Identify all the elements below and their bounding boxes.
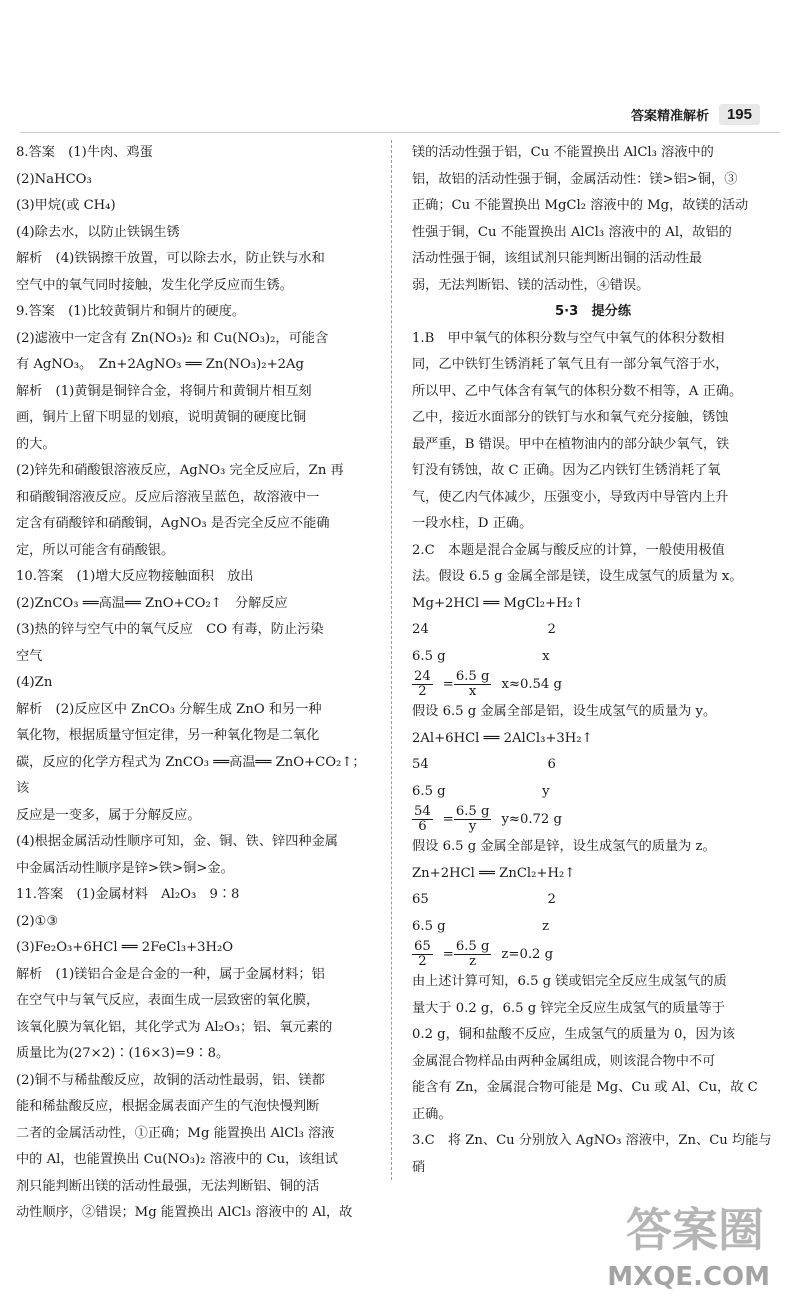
right-block-e xyxy=(412,969,774,1181)
text-line: 该氧化膜为氧化铝，其化学式为 Al₂O₃；铝、氧元素的 xyxy=(16,1019,333,1035)
text-line: 空气 xyxy=(16,648,43,664)
text-line: 法。假设 6.5 g 金属全部是镁，设生成氢气的质量为 x。 xyxy=(412,569,743,584)
text-line: 6.5 g x xyxy=(412,648,550,664)
text-line: 2Al+6HCl ══ 2AlCl₃+3H₂↑ xyxy=(412,730,593,746)
text-line: 一段水柱，D 正确。 xyxy=(412,516,533,531)
right-column xyxy=(412,140,774,1180)
watermark-site: MXQE.COM xyxy=(607,1262,770,1292)
text-line: 6.5 g y xyxy=(412,783,550,799)
text-line: 动性顺序，②错误；Mg 能置换出 AlCl₃ 溶液中的 Al，故 xyxy=(16,1205,353,1220)
text-line: 解析 (2)反应区中 ZnCO₃ 分解生成 ZnO 和另一种 xyxy=(16,701,322,717)
text-line: 解析 (1)黄铜是铜锌合金，将铜片和黄铜片相互刻 xyxy=(16,383,312,399)
text-line: 乙中，接近水面部分的铁钉与水和氧气充分接触，锈蚀 xyxy=(412,410,729,425)
text-line: (4)Zn xyxy=(16,675,53,690)
text-line: 空气中的氧气同时接触，发生化学反应而生锈。 xyxy=(16,277,293,293)
text-line: 由上述计算可知，6.5 g 镁或铝完全反应生成氢气的质 xyxy=(412,974,727,989)
text-line: 量大于 0.2 g，6.5 g 锌完全反应生成氢气的质量等于 xyxy=(412,1000,725,1016)
text-line: 1.B 甲中氧气的体积分数与空气中氧气的体积分数相 xyxy=(412,330,725,346)
fraction: $\frac{6.5 g}{z}$ xyxy=(455,939,490,969)
text-line: 二者的金属活动性，①正确；Mg 能置换出 AlCl₃ 溶液 xyxy=(16,1125,335,1141)
text-line: 解析 (1)镁铝合金是合金的一种，属于金属材料；铝 xyxy=(16,966,325,982)
fraction: $\frac{6.5 g}{x}$ xyxy=(455,669,490,699)
page-header xyxy=(631,100,760,128)
text-line: 假设 6.5 g 金属全部是铝，设生成氢气的质量为 y。 xyxy=(412,704,717,719)
text-line: 6.5 g z xyxy=(412,918,550,934)
text-line: 中金属活动性顺序是锌>铁>铜>金。 xyxy=(16,860,234,876)
text-line: 镁的活动性强于铝，Cu 不能置换出 AlCl₃ 溶液中的 xyxy=(412,145,714,160)
text-line: 有 AgNO₃。 Zn+2AgNO₃ ══ Zn(NO₃)₂+2Ag xyxy=(16,357,304,372)
fraction-line-3: $\frac{65}{2}$ = $\frac{6.5 g}{z}$ z=0.2 g xyxy=(414,939,554,969)
text-line: 氧化物，根据质量守恒定律，另一种氧化物是二氧化 xyxy=(16,728,320,743)
fraction-line-2: $\frac{54}{6}$ = $\frac{6.5 g}{y}$ y≈0.72 g xyxy=(414,804,562,834)
right-block-b xyxy=(412,326,774,671)
text-line: 质量比为(27×2)∶(16×3)=9∶8。 xyxy=(16,1046,230,1061)
text-line: 能和稀盐酸反应，根据金属表面产生的气泡快慢判断 xyxy=(16,1099,320,1114)
section-title: 5·3 提分练 xyxy=(554,304,632,319)
text-line: (2)铜不与稀盐酸反应，故铜的活动性最弱，铝、镁都 xyxy=(16,1072,325,1088)
right-block-c xyxy=(412,699,774,805)
text-line: 和硝酸铜溶液反应。反应后溶液呈蓝色，故溶液中一 xyxy=(16,489,320,505)
text-line: 能含有 Zn，金属混合物可能是 Mg、Cu 或 Al、Cu，故 C xyxy=(412,1080,758,1095)
page-number: 195 xyxy=(719,104,760,125)
fraction: $\frac{6.5 g}{y}$ xyxy=(455,804,490,834)
text-line: (2)ZnCO₃ ══高温══ ZnO+CO₂↑ 分解反应 xyxy=(16,595,288,611)
right-block-a xyxy=(412,140,774,299)
text-line: 中的 Al，也能置换出 Cu(NO₃)₂ 溶液中的 Cu，该组试 xyxy=(16,1152,338,1167)
text-line: 正确；Cu 不能置换出 MgCl₂ 溶液中的 Mg，故镁的活动 xyxy=(412,198,749,213)
fraction-line-1: $\frac{24}{2}$ = $\frac{6.5 g}{x}$ x≈0.54 g xyxy=(414,669,562,699)
text-line: 8.答案 (1)牛肉、鸡蛋 xyxy=(16,145,153,160)
text-line: 解析 (4)铁锅擦干放置，可以除去水，防止铁与水和 xyxy=(16,251,325,266)
text-line: (3)甲烷(或 CH₄) xyxy=(16,198,116,213)
text-line: 定含有硝酸锌和硝酸铜，AgNO₃ 是否完全反应不能确 xyxy=(16,516,330,531)
text-line: 所以甲、乙中气体含有氧气的体积分数不相等，A 正确。 xyxy=(412,383,743,399)
text-line: 3.C 将 Zn、Cu 分别放入 AgNO₃ 溶液中，Zn、Cu 均能与硝 xyxy=(412,1133,772,1175)
text-line: 画，铜片上留下明显的划痕，说明黄铜的硬度比铜 xyxy=(16,410,307,425)
text-line: 定，所以可能含有硝酸银。 xyxy=(16,542,175,558)
fraction: $\frac{24}{2}$ xyxy=(414,669,431,699)
text-line: 10.答案 (1)增大反应物接触面积 放出 xyxy=(16,569,254,584)
text-line: 金属混合物样品由两种金属组成，则该混合物中不可 xyxy=(412,1053,716,1069)
watermark-logo: 答案圈 xyxy=(626,1203,764,1257)
text-line: 同，乙中铁钉生锈消耗了氧气且有一部分氧气溶于水， xyxy=(412,357,729,372)
text-line: 最严重，B 错误。甲中在植物油内的部分缺少氧气，铁 xyxy=(412,436,730,452)
text-line: 铝，故铝的活动性强于铜，金属活动性：镁>铝>铜，③ xyxy=(412,171,738,187)
left-column xyxy=(16,140,376,1220)
text-line: (4)根据金属活动性顺序可知，金、铜、铁、锌四种金属 xyxy=(16,834,338,849)
text-line: 9.答案 (1)比较黄铜片和铜片的硬度。 xyxy=(16,304,246,319)
text-line: 假设 6.5 g 金属全部是锌，设生成氢气的质量为 z。 xyxy=(412,839,716,854)
text-line: (2)NaHCO₃ xyxy=(16,171,92,187)
text-line: Mg+2HCl ══ MgCl₂+H₂↑ xyxy=(412,595,584,611)
text-line: 活动性强于铜，该组试剂只能判断出铜的活动性最 xyxy=(412,251,703,266)
text-line: 弱，无法判断铝、镁的活动性，④错误。 xyxy=(412,277,650,293)
text-line: 剂只能判断出镁的活动性最强，无法判断铝、铜的活 xyxy=(16,1178,320,1194)
text-line: 反应是一变多，属于分解反应。 xyxy=(16,807,201,823)
text-line: 0.2 g，铜和盐酸不反应，生成氢气的质量为 0，因为该 xyxy=(412,1027,736,1042)
right-block-d xyxy=(412,834,774,940)
text-line: 钉没有锈蚀，故 C 正确。因为乙内铁钉生锈消耗了氧 xyxy=(412,463,721,478)
text-line: (3)Fe₂O₃+6HCl ══ 2FeCl₃+3H₂O xyxy=(16,940,234,955)
fraction: $\frac{65}{2}$ xyxy=(414,939,431,969)
text-line: Zn+2HCl ══ ZnCl₂+H₂↑ xyxy=(412,865,576,881)
header-title: 答案精准解析 xyxy=(630,108,709,124)
text-line: 性强于铜，Cu 不能置换出 AlCl₃ 溶液中的 Al，故铝的 xyxy=(412,224,732,240)
text-line: (2)锌先和硝酸银溶液反应，AgNO₃ 完全反应后，Zn 再 xyxy=(16,463,344,478)
text-line: 24 2 xyxy=(412,622,556,637)
text-line: (2)①③ xyxy=(16,913,59,929)
text-line: 碳，反应的化学方程式为 ZnCO₃ ══高温══ ZnO+CO₂↑；该 xyxy=(16,754,366,796)
fraction: $\frac{54}{6}$ xyxy=(414,804,431,834)
text-line: (4)除去水，以防止铁锅生锈 xyxy=(16,224,180,240)
text-line: 正确。 xyxy=(412,1106,452,1122)
text-line: 2.C 本题是混合金属与酸反应的计算，一般使用极值 xyxy=(412,542,725,558)
text-line: 65 2 xyxy=(412,892,556,907)
text-line: 的大。 xyxy=(16,436,56,452)
header-rule xyxy=(20,132,780,133)
text-line: (2)滤液中一定含有 Zn(NO₃)₂ 和 Cu(NO₃)₂，可能含 xyxy=(16,330,329,346)
text-line: 11.答案 (1)金属材料 Al₂O₃ 9∶8 xyxy=(16,887,240,902)
column-divider xyxy=(391,140,392,1180)
text-line: 气，使乙内气体减少，压强变小，导致丙中导管内上升 xyxy=(412,489,729,505)
text-line: 54 6 xyxy=(412,757,556,772)
text-line: (3)热的锌与空气中的氧气反应 CO 有毒，防止污染 xyxy=(16,622,324,637)
text-line: 在空气中与氧气反应，表面生成一层致密的氧化膜， xyxy=(16,993,320,1008)
